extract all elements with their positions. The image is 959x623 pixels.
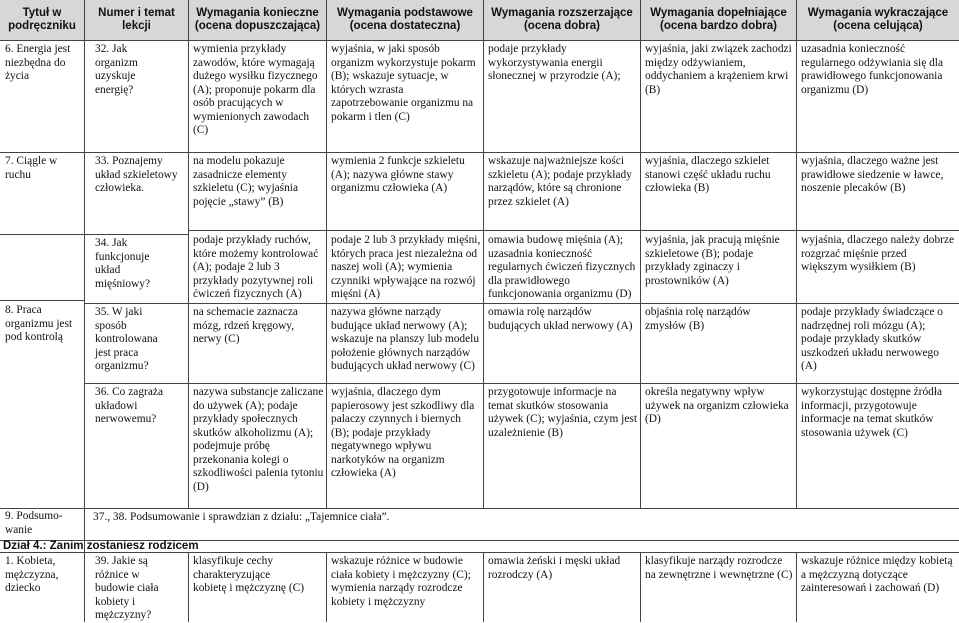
row2-lesson: 33. Poznajemy układ szkieletowy człowieka. [95,155,178,194]
row4-lesson: 35. W jaki sposób kontrolowana jest praca organizmu? [95,306,158,372]
row4-konieczne: na schemacie zaznacza mózg, rdzeń kręgowy, nerwy (C) [193,306,298,345]
header-konieczne: Wymagania konieczne (ocena dopuszczająca) [189,0,326,40]
row4-title: 8. Praca organizmu jest pod kontrolą [5,304,73,343]
header-dopelniajace: Wymagania dopełniające (ocena bardzo dobra) [641,0,796,40]
header-title: Tytuł w podręczniku [0,0,84,40]
row3-rozszerzajace: omawia budowę mięśnia (A); uzasadnia konieczność regularnych ćwiczeń fizycznych dla prawidłowego funkcjonowania organizmu (D) [488,234,636,300]
row1-konieczne: wymienia przykłady zawodów, które wymagają dużego wysiłku fizycznego (A); proponuje pokarm dla osób pracujących w wymienionych zawodach (C) [193,43,318,136]
last-title: 1. Kobieta, mężczyzna, dziecko [5,555,59,594]
row2-podstawowe: wymienia 2 funkcje szkieletu (A); nazywa główne stawy organizmu człowieka (A) [331,155,465,194]
last-podstawowe: wskazuje różnice w budowie ciała kobiety i mężczyzny (C); wymienia narządy rozrodcze kobiety i mężczyzny [331,555,471,608]
row2-wykraczajace: wyjaśnia, dlaczego ważne jest prawidłowe siedzenie w ławce, noszenie plecaków (B) [801,155,944,194]
row1-wykraczajace: uzasadnia konieczność regularnego odżywiania się dla prawidłowego funkcjonowania organizmu (D) [801,43,944,96]
row4-wykraczajace: podaje przykłady świadczące o nadrzędnej roli mózgu (A); podaje przykłady skutków uszkodzeń układu nerwowego (A) [801,306,943,372]
row3-lesson: 34. Jak funkcjonuje układ mięśniowy? [95,237,151,290]
row1-lesson: 32. Jak organizm uzyskuje energię? [95,43,138,96]
row3-podstawowe: podaje 2 lub 3 przykłady mięśni, których praca jest niezależna od naszej woli (A); wymienia czynniki wpływające na rozwój mięśni (A) [331,234,481,300]
row5-dopelniajace: określa negatywny wpływ używek na organizm człowieka (D) [645,386,789,425]
last-dopelniajace: klasyfikuje narządy rozrodcze na zewnętrzne i wewnętrzne (C) [645,555,793,581]
last-wykraczajace: wskazuje różnice między kobietą a mężczyzną dotyczące zainteresowań i zachowań (D) [801,555,953,594]
row2-dopelniajace: wyjaśnia, dlaczego szkielet stanowi część układu ruchu człowieka (B) [645,155,771,194]
row1-rozszerzajace: podaje przykłady wykorzystywania energii słonecznej w przyrodzie (A); [488,43,621,82]
row5-podstawowe: wyjaśnia, dlaczego dym papierosowy jest szkodliwy dla palaczy czynnych i biernych (B); podaje przykłady negatywnego wpływu narkotyków na organizm człowieka (A) [331,386,475,479]
row1-podstawowe: wyjaśnia, w jaki sposób organizm wykorzystuje pokarm (B); wskazuje sytuacje, w których wzrasta zapotrzebowanie organizmu na pokarm i tlen (C) [331,43,476,123]
header-wykraczajace: Wymagania wykraczające (ocena celująca) [797,0,959,40]
row2-rozszerzajace: wskazuje najważniejsze kości szkieletu (A); podaje przykłady narządów, które są chronione przez szkielet (A) [488,155,632,208]
header-lesson: Numer i temat lekcji [85,0,188,40]
row1-title: 6. Energia jest niezbędna do życia [5,43,71,82]
row5-konieczne: nazywa substancje zaliczane do używek (A); podaje przykłady społecznych skutków alkoholizmu (A); podejmuje próbę przekonania kolegi o szkodliwości palenia tytoniu (D) [193,386,324,493]
header-rozszerzajace: Wymagania rozszerzające (ocena dobra) [484,0,640,40]
row3-dopelniajace: wyjaśnia, jak pracują mięśnie szkieletowe (B); podaje przykłady zginaczy i prostowników (A) [645,234,780,287]
row3-wykraczajace: wyjaśnia, dlaczego należy dobrze rozgrzać mięśnie przed większym wysiłkiem (B) [801,234,955,273]
row4-podstawowe: nazywa główne narządy budujące układ nerwowy (A); wskazuje na planszy lub modelu położenie głównych narządów budujących układ nerwowy (C) [331,306,480,372]
summary-text: 37., 38. Podsumowanie i sprawdzian z działu: „Tajemnice ciała”. [93,511,390,523]
row5-rozszerzajace: przygotowuje informacje na temat skutków stosowania używek (C); wyjaśnia, czym jest uzależnienie (B) [488,386,637,439]
row4-dopelniajace: objaśnia rolę narządów zmysłów (B) [645,306,751,332]
row5-lesson: 36. Co zagraża układowi nerwowemu? [95,386,163,425]
header-podstawowe: Wymagania podstawowe (ocena dostateczna) [327,0,483,40]
last-rozszerzajace: omawia żeński i męski układ rozrodczy (A) [488,555,621,581]
last-lesson: 39. Jakie są różnice w budowie ciała kobiety i mężczyzny? [95,555,159,621]
row2-title: 7. Ciągle w ruchu [5,155,58,181]
row4-rozszerzajace: omawia rolę narządów budujących układ nerwowy (A) [488,306,633,332]
row2-konieczne: na modelu pokazuje zasadnicze elementy szkieletu (C); wyjaśnia pojęcie „stawy” (B) [193,155,299,208]
row1-dopelniajace: wyjaśnia, jaki związek zachodzi między odżywianiem, oddychaniem a krążeniem krwi (B) [645,43,792,96]
summary-title: 9. Podsumo-wanie [5,510,63,536]
last-konieczne: klasyfikuje cechy charakteryzujące kobietę i mężczyznę (C) [193,555,305,594]
row3-konieczne: podaje przykłady ruchów, które możemy kontrolować (A); podaje 2 lub 3 przykłady pozytywnej roli ćwiczeń fizycznych (A) [193,234,319,300]
row5-wykraczajace: wykorzystując dostępne źródła informacji, przygotowuje informacje na temat skutków stosowania używek (C) [801,386,943,439]
section-heading: Dział 4.: Zanim zostaniesz rodzicem [3,540,199,552]
